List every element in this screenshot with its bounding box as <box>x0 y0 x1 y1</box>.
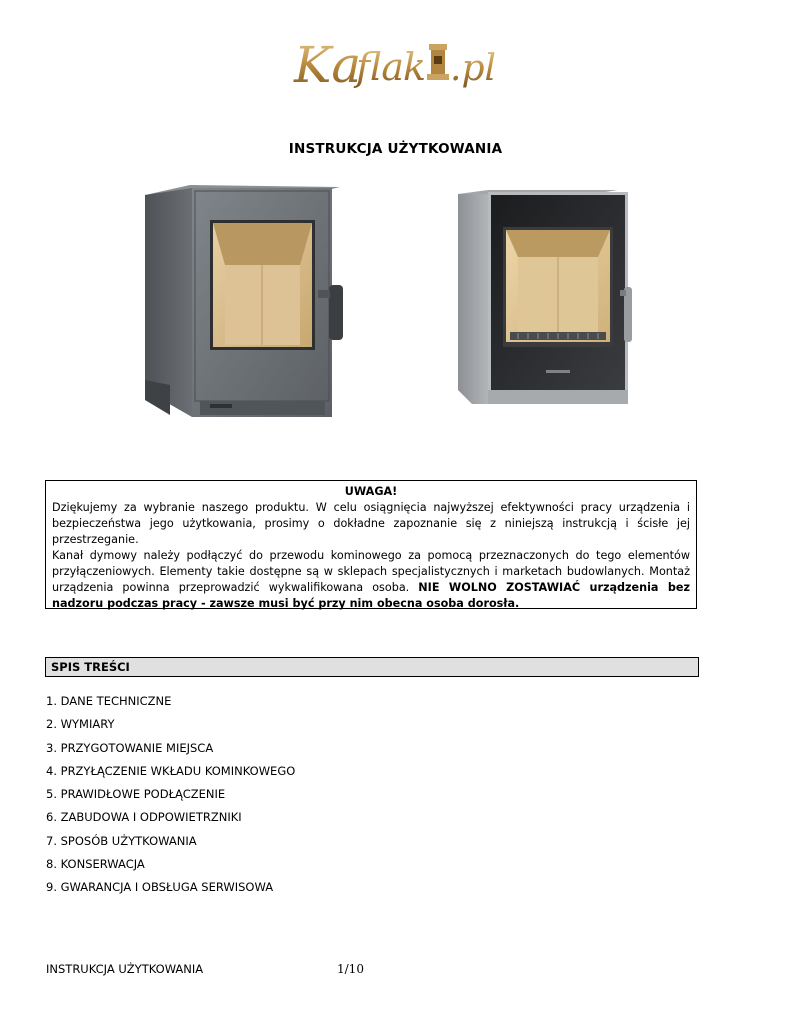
toc-item-wymiary: 2. WYMIARY <box>46 717 115 732</box>
toc-item-przylaczenie: 4. PRZYŁĄCZENIE WKŁADU KOMINKOWEGO <box>46 763 296 778</box>
warning-paragraph-1: Dziękujemy za wybranie naszego produktu. W celu osiągnięcia najwyższej efektywności pracy urządzenia i bezpieczeństwa jego użytkowania, prosimy o dokładne zapoznanie się z niniejszą instrukcją i ścisłe jej przestrzeganie. <box>52 501 690 546</box>
warning-title: UWAGA! <box>344 485 398 498</box>
stove-steel-image <box>140 185 365 420</box>
toc-item-prawidlowe-podlaczenie: 5. PRAWIDŁOWE PODŁĄCZENIE <box>46 787 226 802</box>
document-title: INSTRUKCJA UŻYTKOWANIA <box>288 141 503 157</box>
stove-glass-image <box>448 182 648 417</box>
warning-paragraph-2 <box>52 548 690 612</box>
toc-header: SPIS TREŚCI <box>45 657 699 677</box>
footer-page-number: 1/10 <box>337 962 364 976</box>
toc-item-przygotowanie-miejsca: 3. PRZYGOTOWANIE MIEJSCA <box>46 740 214 755</box>
warning-paragraph-2-text: Kanał dymowy należy podłączyć do przewodu kominowego za pomocą przeznaczonych do tego elementów przyłączeniowych. Elementy takie dostępne są w sklepach specjalistycznych i marketach budowlanych. Montaż urządzenia powinna przeprowadzić wykwalifikowana osoba. <box>52 549 690 594</box>
warning-box <box>45 480 697 609</box>
toc-list <box>46 692 295 902</box>
svg-text:fla: fla <box>356 45 405 89</box>
svg-text:k: k <box>403 45 427 89</box>
toc-item-konserwacja: 8. KONSERWACJA <box>46 857 145 872</box>
toc-item-dane-techniczne: 1. DANE TECHNICZNE <box>46 694 172 708</box>
toc-item-gwarancja: 9. GWARANCJA I OBSŁUGA SERWISOWA <box>46 880 274 895</box>
svg-text:.pl: .pl <box>450 48 497 89</box>
svg-text:Ka: Ka <box>294 36 362 94</box>
toc-item-sposob-uzytkowania: 7. SPOSÓB UŻYTKOWANIA <box>46 833 197 848</box>
footer-title: INSTRUKCJA UŻYTKOWANIA <box>46 962 204 976</box>
kaflak-logo <box>292 30 502 96</box>
warning-paragraph-2-bold: NIE WOLNO ZOSTAWIAĆ urządzenia bez nadzoru podczas pracy - zawsze musi być przy nim obecna osoba dorosła. <box>52 581 690 610</box>
toc-item-zabudowa: 6. ZABUDOWA I ODPOWIETRZNIKI <box>46 810 242 825</box>
